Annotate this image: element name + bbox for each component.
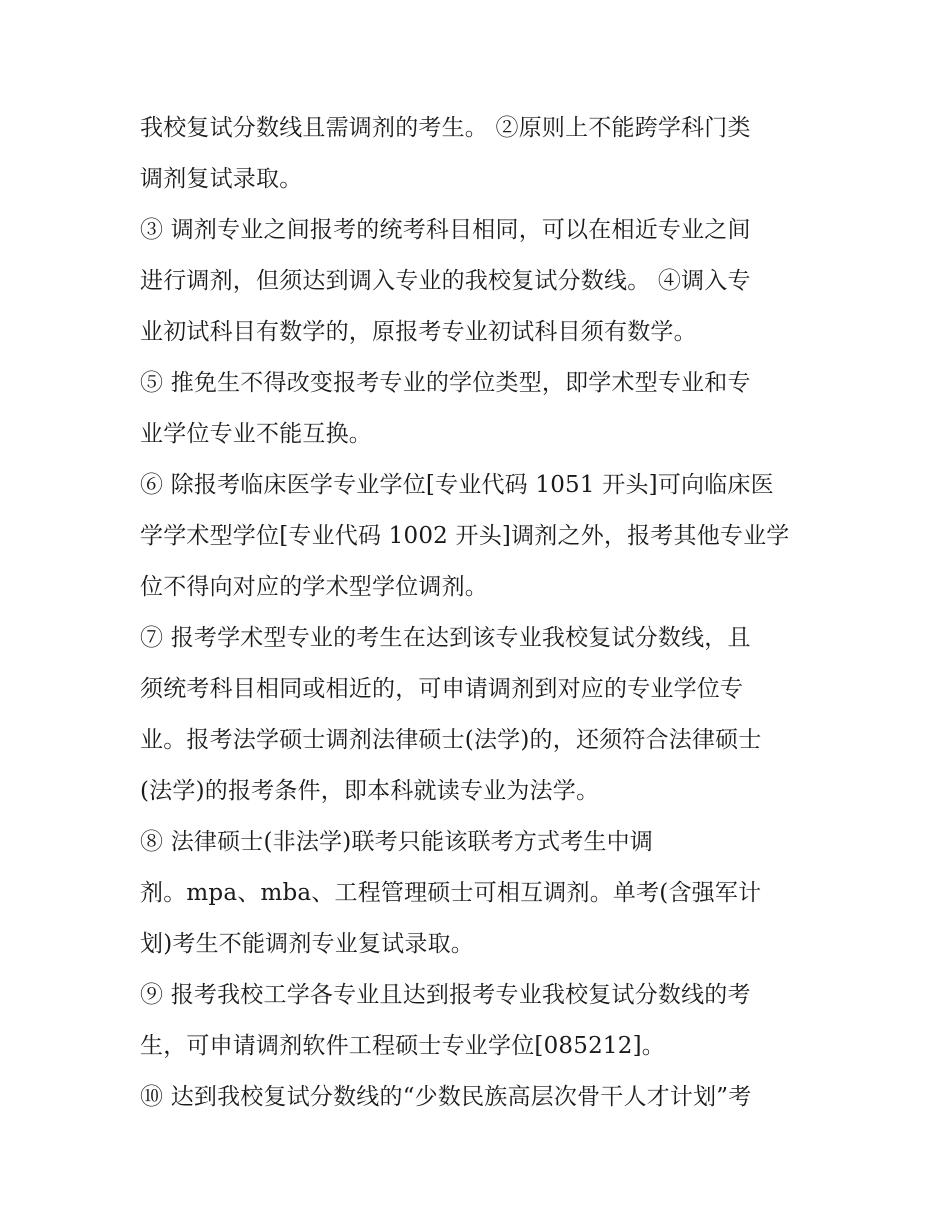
text-line: 学学术型学位[专业代码 1002 开头]调剂之外，报考其他专业学 — [140, 523, 790, 549]
text-line: 生，可申请调剂软件工程硕士专业学位[085212]。 — [140, 1033, 665, 1059]
text-line: 业。报考法学硕士调剂法律硕士(法学)的，还须符合法律硕士 — [140, 727, 762, 753]
text-line: 我校复试分数线且需调剂的考生。 ②原则上不能跨学科门类 — [140, 115, 751, 141]
text-line: 进行调剂，但须达到调入专业的我校复试分数线。 ④调入专 — [140, 268, 751, 294]
text-line: ⑧ 法律硕士(非法学)联考只能该联考方式考生中调 — [140, 829, 654, 855]
text-line: ⑤ 推免生不得改变报考专业的学位类型，即学术型专业和专 — [140, 370, 751, 396]
text-line: ③ 调剂专业之间报考的统考科目相同，可以在相近专业之间 — [140, 217, 751, 243]
text-line: 位不得向对应的学术型学位调剂。 — [140, 574, 488, 600]
text-line: (法学)的报考条件，即本科就读专业为法学。 — [140, 778, 600, 804]
text-line: 调剂复试录取。 — [140, 166, 303, 192]
text-line: 剂。mpa、mba、工程管理硕士可相互调剂。单考(含强军计 — [140, 880, 762, 906]
text-line: 业初试科目有数学的，原报考专业初试科目须有数学。 — [140, 319, 697, 345]
text-line: ⑨ 报考我校工学各专业且达到报考专业我校复试分数线的考 — [140, 982, 751, 1008]
text-line: 划)考生不能调剂专业复试录取。 — [140, 931, 474, 957]
document-body — [140, 103, 820, 1123]
text-line: 须统考科目相同或相近的，可申请调剂到对应的专业学位专 — [140, 676, 744, 702]
text-line: ⑦ 报考学术型专业的考生在达到该专业我校复试分数线，且 — [140, 625, 751, 651]
text-line: 业学位专业不能互换。 — [140, 421, 372, 447]
text-line: ⑩ 达到我校复试分数线的“少数民族高层次骨干人才计划”考 — [140, 1084, 752, 1110]
text-line: ⑥ 除报考临床医学专业学位[专业代码 1051 开头]可向临床医 — [140, 472, 774, 498]
